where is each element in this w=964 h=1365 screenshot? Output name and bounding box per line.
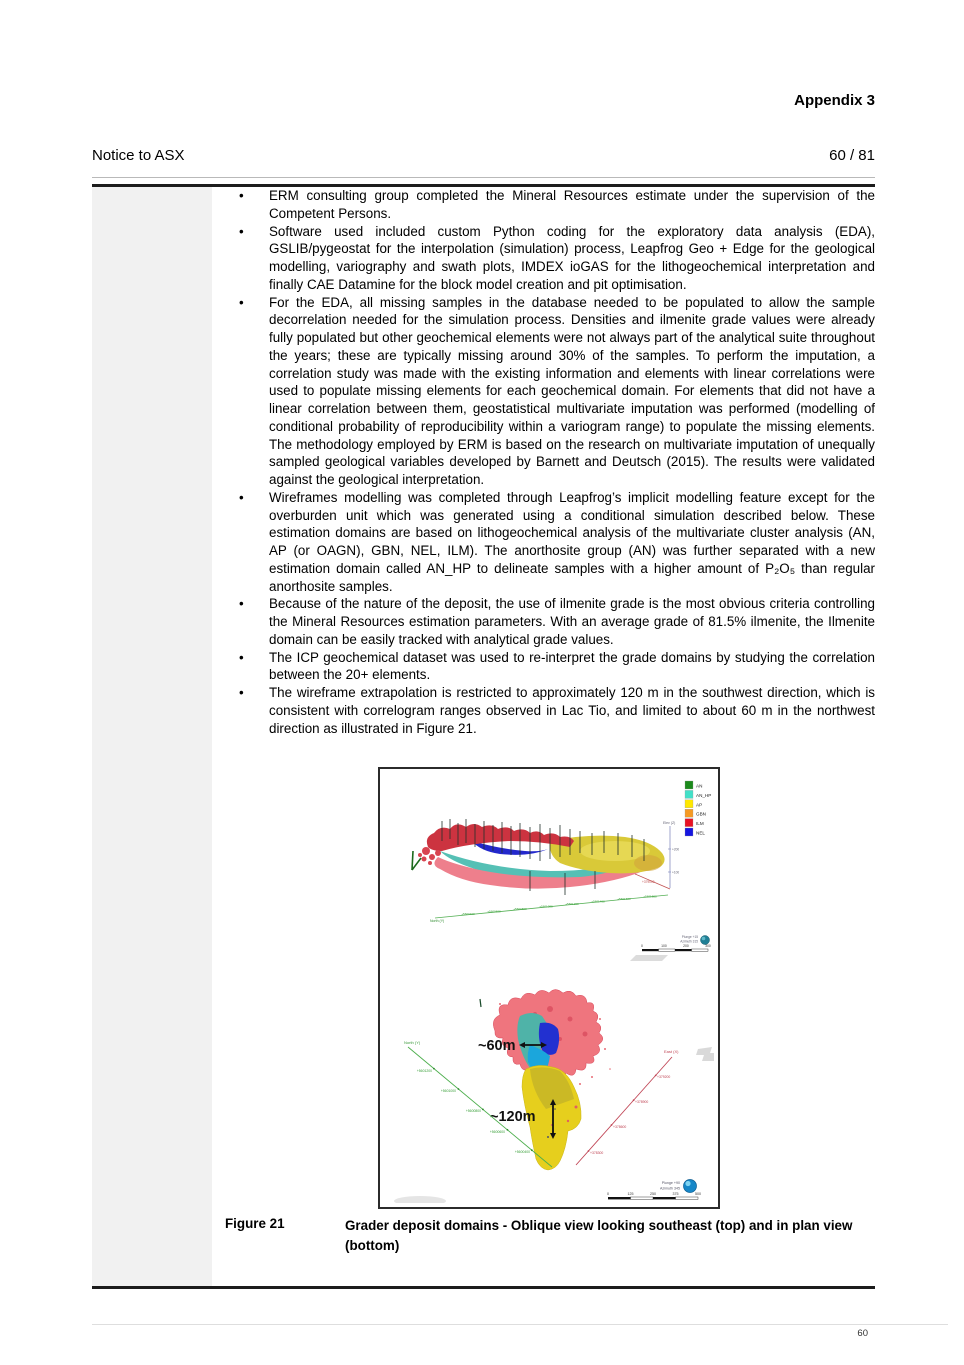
width-label: ~60m: [478, 1038, 516, 1054]
bullet-item: [232, 595, 875, 648]
appendix-label: Appendix 3: [794, 92, 875, 109]
north-tick: +5600400: [514, 1150, 530, 1154]
scale-tick: 125: [627, 1192, 634, 1196]
scalebar-bottom: [607, 1192, 701, 1199]
north-axis-label: North (Y): [430, 919, 445, 923]
bullet-list: [232, 187, 875, 737]
legend-label: AN: [696, 783, 703, 789]
north-axis-top: [430, 895, 668, 924]
east-tick: +378900: [635, 1100, 649, 1104]
east-tick: +378600: [613, 1125, 627, 1129]
east-tick: +379200: [657, 1075, 671, 1079]
legend-swatch-ilm: [685, 819, 693, 827]
figure-21-box: [378, 767, 720, 1209]
east-axis-top: [635, 874, 670, 889]
legend-label: NEL: [696, 830, 705, 836]
shadow-shape: [630, 955, 668, 961]
north-tick: +5600600: [487, 909, 501, 914]
east-axis-label: East (X): [664, 1049, 679, 1054]
legend-swatch-anhp: [685, 790, 693, 798]
figure-21-image: [380, 769, 714, 1203]
bullet-item: [232, 294, 875, 489]
scale-tick: 250: [650, 1192, 656, 1196]
bullet-text: ERM consulting group completed the Mineral Resources estimate under the supervision of the Competent Persons.: [269, 188, 875, 221]
scale-tick: 200: [683, 944, 689, 948]
gbn-shade: [634, 855, 662, 871]
doc-title: Notice to ASX: [92, 147, 185, 164]
footer-dark-rule: [92, 1286, 875, 1289]
compass-globe-highlight: [685, 1181, 690, 1186]
scale-tick: 375: [672, 1192, 679, 1196]
left-gray-band: [92, 187, 212, 1286]
oblique-view: [412, 819, 711, 961]
plan-top-tick: [480, 999, 481, 1007]
scalebar-top: [630, 944, 711, 961]
plan-view: [394, 990, 714, 1204]
compass-bottom: [660, 1180, 696, 1193]
bullet-item: [232, 684, 875, 737]
legend-swatch-ap: [685, 800, 693, 808]
north-axis-label: North (Y): [404, 1040, 421, 1045]
compass-text: Azimuth 345: [660, 1186, 680, 1191]
east-axis-tick: +379000: [642, 880, 655, 884]
north-tick: +5601000: [440, 1089, 456, 1093]
bullet-text: The ICP geochemical dataset was used to re-interpret the grade domains by studying the correlation between the 20+ elements.: [269, 649, 875, 683]
legend-swatch-nel: [685, 828, 693, 836]
scale-tick: 100: [661, 944, 667, 948]
bullet-marker: •: [239, 188, 244, 203]
elev-tick: +200: [672, 847, 680, 852]
elev-axis: [663, 821, 679, 888]
compass-text: Plunge +15: [681, 935, 698, 939]
legend-label: ILM: [696, 821, 704, 827]
bullet-marker: •: [239, 649, 244, 665]
legend-label: AP: [696, 802, 703, 808]
bullet-text: The wireframe extrapolation is restricted to approximately 120 m in the southwest direction, which is consistent with correlogram ranges observed in Lac Tio, and limited to about 60 m in the northwest direction as illustrated in Figure 21.: [269, 685, 875, 736]
compass-globe-highlight: [702, 937, 706, 941]
bullet-item: [232, 223, 875, 294]
bullet-item: [232, 489, 875, 596]
north-tick: +5601400: [591, 899, 605, 904]
east-axis-plan: [576, 1049, 679, 1165]
header-thin-rule: [92, 177, 875, 178]
north-tick: +5601000: [539, 904, 553, 909]
north-tick: +5601600: [617, 897, 631, 901]
page-number: 60: [857, 1328, 868, 1339]
legend-swatch-gbn: [685, 809, 693, 817]
bullet-marker: •: [239, 596, 244, 612]
bullet-text: Because of the nature of the deposit, the use of ilmenite grade is the most obvious criteria controlling the Mineral Resources estimation parameters. With an average grade of 81.5% ilmenite, the Ilmenite domain can be easily tracked with analytical grade values.: [269, 596, 875, 647]
header-row: [92, 147, 875, 164]
scale-tick: 0: [641, 944, 643, 948]
elev-axis-label: Elev (Z): [663, 821, 676, 825]
north-tick: +5601200: [416, 1069, 432, 1073]
north-tick: +5600800: [513, 907, 527, 911]
bullet-marker: •: [239, 489, 244, 505]
bullet-marker: •: [239, 223, 244, 239]
elev-tick: +100: [672, 870, 680, 875]
bullet-item: [232, 187, 875, 223]
page-ref: 60 / 81: [829, 147, 875, 164]
figure-legend: [685, 781, 711, 836]
north-tick: +5600600: [489, 1130, 505, 1134]
compass-globe-icon: [684, 1180, 697, 1193]
north-tick: +5600800: [465, 1109, 481, 1113]
length-label: ~120m: [490, 1109, 536, 1125]
north-tick: +5601200: [565, 902, 579, 906]
compass-text: Plunge +90: [661, 1181, 680, 1185]
bullet-marker: •: [239, 685, 244, 700]
legend-label: GBN: [696, 811, 706, 817]
figure-caption-text: Grader deposit domains - Oblique view looking southeast (top) and in plan view (bottom): [345, 1218, 853, 1253]
bullet-item: [232, 649, 875, 685]
compass-text: Azimuth 315: [680, 939, 698, 944]
legend-swatch-an: [685, 781, 693, 789]
legend-label: AN_HP: [696, 792, 712, 798]
bullet-text: For the EDA, all missing samples in the database needed to be populated to allow the sample decorrelation needed for the simulation process. Densities and ilmenite grade values were already fully populated but other geochemical elements were not always part of the analytical suite throughout the years; these are typically missing around 30% of the samples. To perform the imputation, a correlation study was made with the existing information and elements with linear correlations were used to populate missing elements for each geochemical domain. For elements that did not have a linear correlation between them, geostatistical multivariate imputation was performed (modelling of conditional probability of reproducibility within a variogram range) to populate the missing elements. The methodology employed by ERM is based on the research on multivariate imputation of unequally sampled geological variables developed by Barnett and Deutsch (2015). The results were validated against the geological interpretation.: [269, 294, 875, 487]
shadow-blob: [394, 1196, 446, 1203]
bullet-marker: •: [239, 294, 244, 310]
north-tick: +5600400: [461, 912, 475, 916]
east-tick: +378300: [590, 1151, 604, 1155]
scale-tick: 500: [695, 1192, 701, 1196]
bullet-text: Wireframes modelling was completed through Leapfrog’s implicit modelling feature except for the overburden unit which was generated using a conditional simulation described below. These estimation domains are based on lithogeochemical analysis of the multivariate cluster analysis (AN, AP (or OAGN), GBN, NEL, ILM). The anorthosite group (AN) was further separated with a new estimation domain called AN_HP to delineate samples with a higher amount of P₂O₅ than regular anorthosite samples.: [269, 489, 875, 594]
figure-caption-label: Figure 21: [225, 1216, 285, 1231]
north-tick: +5601800: [643, 894, 657, 899]
footer-thin-rule: [92, 1324, 948, 1325]
scale-tick: 0: [607, 1192, 609, 1196]
scale-tick: 300: [705, 944, 711, 948]
shadow-arrow-shape: [696, 1047, 714, 1061]
bullet-text: Software used included custom Python coding for the exploratory data analysis (EDA), GSLIB/pygeostat for the interpolation (simulation) process, Leapfrog Geo + Edge for the geological modelling, variography and swath plots, IMDEX ioGAS for the lithogeochemical interpretation and finally CAE Datamine for the block model creation and pit optimisation.: [269, 223, 875, 292]
